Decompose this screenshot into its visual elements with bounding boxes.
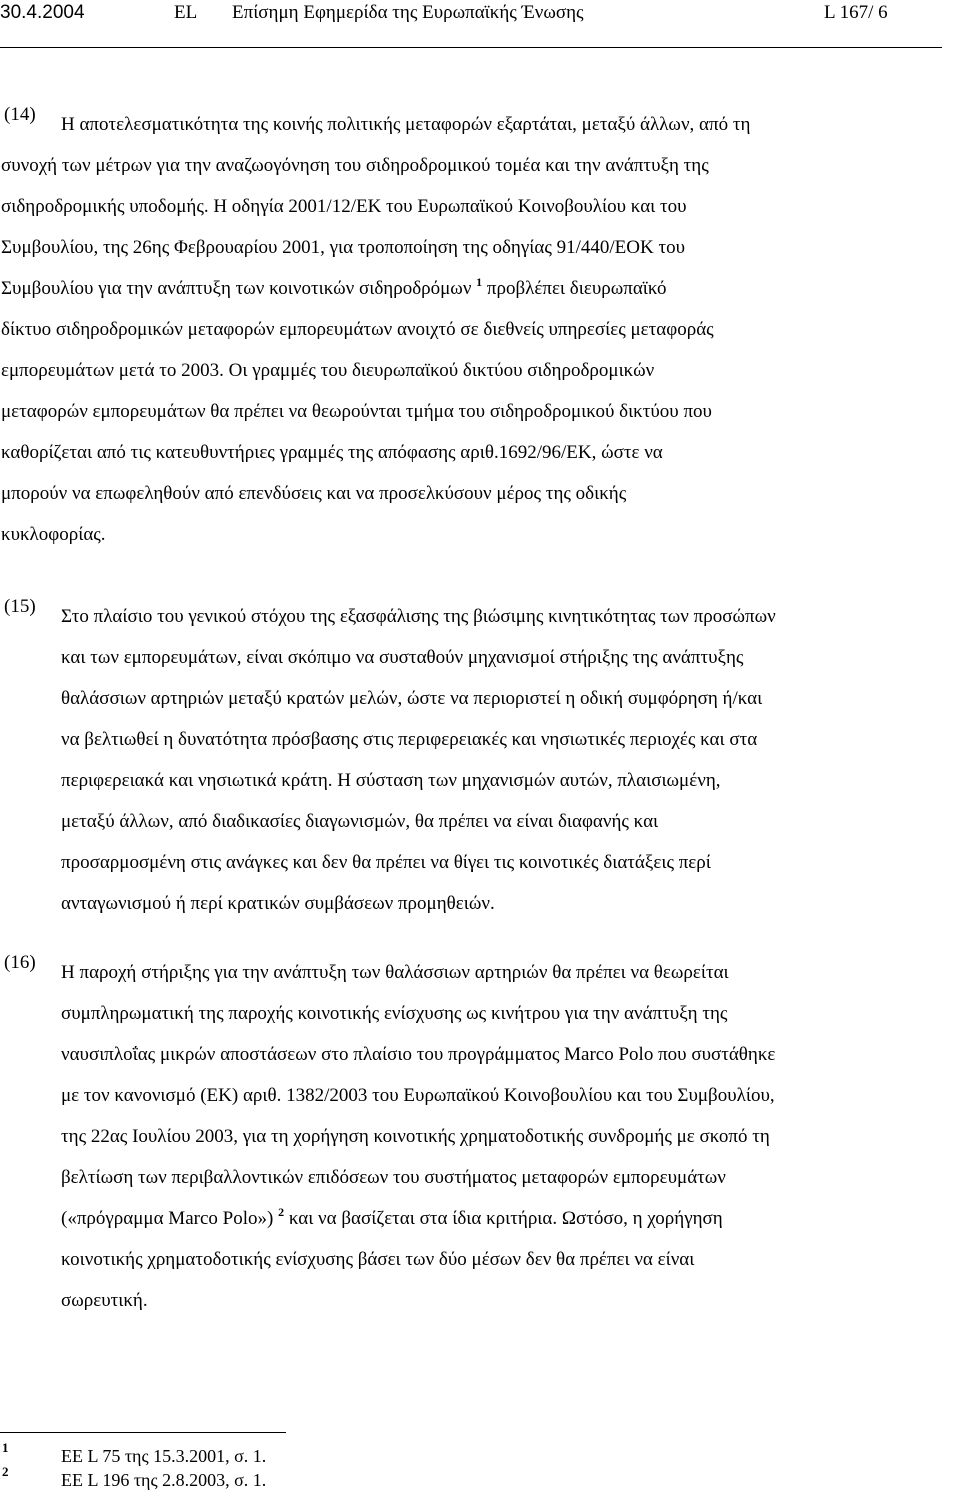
text-line: της 22ας Ιουλίου 2003, για τη χορήγηση κοινοτικής χρηματοδοτικής συνδρομής με σκοπό τη bbox=[61, 1126, 770, 1147]
text-line: συνοχή των μέτρων για την αναζωογόνηση του σιδηροδρομικού τομέα και την ανάπτυξη της bbox=[1, 155, 709, 176]
text-line: περιφερειακά και νησιωτικά κράτη. Η σύσταση των μηχανισμών αυτών, πλαισιωμένη, bbox=[61, 770, 721, 791]
paragraph-body bbox=[61, 596, 957, 924]
footnote-2 bbox=[0, 1464, 960, 1492]
text-line: Συμβουλίου, της 26ης Φεβρουαρίου 2001, για τροποποίηση της οδηγίας 91/440/ΕΟΚ του bbox=[1, 237, 685, 258]
text-line: Στο πλαίσιο του γενικού στόχου της εξασφάλισης της βιώσιμης κινητικότητας των προσώπων bbox=[61, 606, 776, 627]
text-line: ανταγωνισμού ή περί κρατικών συμβάσεων προμηθειών. bbox=[61, 893, 495, 914]
publication-date: 30.4.2004 bbox=[0, 2, 85, 23]
journal-title: Επίσημη Εφημερίδα της Ευρωπαϊκής Ένωσης bbox=[232, 2, 584, 23]
paragraph-body bbox=[1, 104, 957, 555]
text-line: θαλάσσιων αρτηριών μεταξύ κρατών μελών, ώστε να περιοριστεί η οδική συμφόρηση ή/και bbox=[61, 688, 763, 709]
text-line: κυκλοφορίας. bbox=[1, 524, 106, 545]
text-line: να βελτιωθεί η δυνατότητα πρόσβασης στις περιφερειακές και νησιωτικές περιοχές και στα bbox=[61, 729, 758, 750]
text-line: βελτίωση των περιβαλλοντικών επιδόσεων του συστήματος μεταφορών εμπορευμάτων bbox=[61, 1167, 726, 1188]
text-line: κοινοτικής χρηματοδοτικής ενίσχυσης βάσει των δύο μέσων δεν θα πρέπει να είναι bbox=[61, 1249, 695, 1270]
paragraph-number: (16) bbox=[4, 952, 36, 973]
language-code: EL bbox=[174, 2, 198, 23]
footnote-text: ΕΕ L 75 της 15.3.2001, σ. 1. bbox=[61, 1446, 267, 1466]
footnote-reference[interactable]: 1 bbox=[476, 275, 483, 289]
paragraph-number: (15) bbox=[4, 596, 36, 617]
text-line: προσαρμοσμένη στις ανάγκες και δεν θα πρέπει να θίγει τις κοινοτικές διατάξεις περί bbox=[61, 852, 711, 873]
text-segment: και να βασίζεται στα ίδια κριτήρια. Ωστόσο, η χορήγηση bbox=[288, 1208, 723, 1229]
text-line: Η αποτελεσματικότητα της κοινής πολιτικής μεταφορών εξαρτάται, μεταξύ άλλων, από τη bbox=[61, 114, 751, 135]
footnote-reference[interactable]: 2 bbox=[278, 1205, 285, 1219]
text-line: μεταξύ άλλων, από διαδικασίες διαγωνισμών, θα πρέπει να είναι διαφανής και bbox=[61, 811, 659, 832]
text-line: μπορούν να επωφεληθούν από επενδύσεις και να προσελκύσουν μέρος της οδικής bbox=[1, 483, 627, 504]
text-line bbox=[1, 268, 897, 309]
footnote-mark: 2 bbox=[2, 1464, 9, 1479]
text-line: με τον κανονισμό (ΕΚ) αριθ. 1382/2003 του Ευρωπαϊκού Κοινοβουλίου και του Συμβουλίου, bbox=[61, 1085, 775, 1106]
text-line: ναυσιπλοΐας μικρών αποστάσεων στο πλαίσιο του προγράμματος Marco Polo που συστάθηκε bbox=[61, 1044, 776, 1065]
text-line: και των εμπορευμάτων, είναι σκόπιμο να συσταθούν μηχανισμοί στήριξης της ανάπτυξης bbox=[61, 647, 744, 668]
text-line: μεταφορών εμπορευμάτων θα πρέπει να θεωρούνται τμήμα του σιδηροδρομικού δικτύου που bbox=[1, 401, 712, 422]
page-reference: L 167/ 6 bbox=[824, 2, 888, 23]
text-line: σιδηροδρομικής υποδομής. Η οδηγία 2001/12/ΕΚ του Ευρωπαϊκού Κοινοβουλίου και του bbox=[1, 196, 687, 217]
text-line: εμπορευμάτων μετά το 2003. Οι γραμμές του διευρωπαϊκού δικτύου σιδηροδρομικών bbox=[1, 360, 655, 381]
text-line bbox=[61, 1198, 957, 1239]
footnote-mark: 1 bbox=[2, 1440, 9, 1455]
text-segment: προβλέπει διευρωπαϊκό bbox=[486, 278, 667, 299]
text-line: δίκτυο σιδηροδρομικών μεταφορών εμπορευμάτων ανοιχτό σε διεθνείς υπηρεσίες μεταφοράς bbox=[1, 319, 714, 340]
text-line: σωρευτική. bbox=[61, 1290, 148, 1311]
text-segment: Συμβουλίου για την ανάπτυξη των κοινοτικών σιδηροδρόμων bbox=[1, 278, 472, 299]
header-divider bbox=[0, 47, 942, 48]
text-line: Η παροχή στήριξης για την ανάπτυξη των θαλάσσιων αρτηριών θα πρέπει να θεωρείται bbox=[61, 962, 729, 983]
text-line: συμπληρωματική της παροχής κοινοτικής ενίσχυσης ως κινήτρου για την ανάπτυξη της bbox=[61, 1003, 728, 1024]
footnote-text: ΕΕ L 196 της 2.8.2003, σ. 1. bbox=[61, 1470, 267, 1490]
footnote-divider bbox=[0, 1432, 286, 1433]
paragraph-body bbox=[61, 952, 957, 1321]
footnote-1 bbox=[0, 1440, 960, 1468]
paragraph-number: (14) bbox=[4, 104, 36, 125]
text-segment: («πρόγραμμα Marco Polo») bbox=[61, 1208, 274, 1229]
page-header bbox=[0, 0, 960, 34]
text-line: καθορίζεται από τις κατευθυντήριες γραμμές της απόφασης αριθ.1692/96/ΕΚ, ώστε να bbox=[1, 442, 663, 463]
